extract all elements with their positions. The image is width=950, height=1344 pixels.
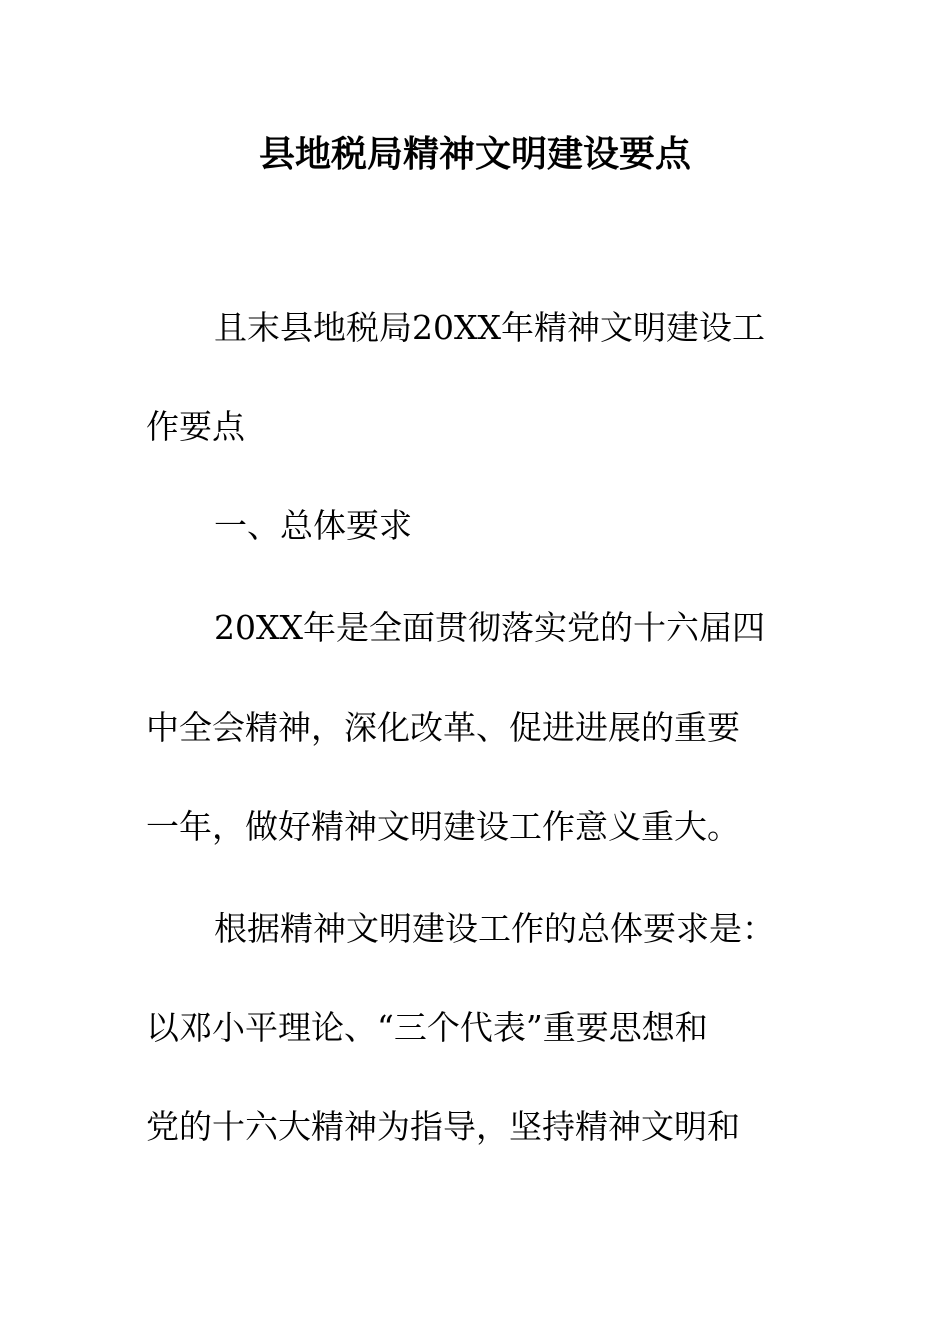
paragraph-line-4: 20XX年是全面贯彻落实党的十六届四 <box>214 608 765 647</box>
paragraph-line-9: 党的十六大精神为指导，坚持精神文明和 <box>146 1107 740 1146</box>
paragraph-line-6: 一年，做好精神文明建设工作意义重大。 <box>146 807 740 846</box>
paragraph-line-2: 作要点 <box>146 407 245 446</box>
paragraph-line-8: 以邓小平理论、“三个代表”重要思想和 <box>146 1008 708 1047</box>
paragraph-line-1: 且末县地税局20XX年精神文明建设工 <box>214 308 765 347</box>
document-title: 县地税局精神文明建设要点 <box>258 133 691 175</box>
paragraph-line-7: 根据精神文明建设工作的总体要求是： <box>214 909 775 948</box>
section-heading-1: 一、总体要求 <box>214 506 412 545</box>
paragraph-line-5: 中全会精神，深化改革、促进进展的重要 <box>146 708 740 747</box>
